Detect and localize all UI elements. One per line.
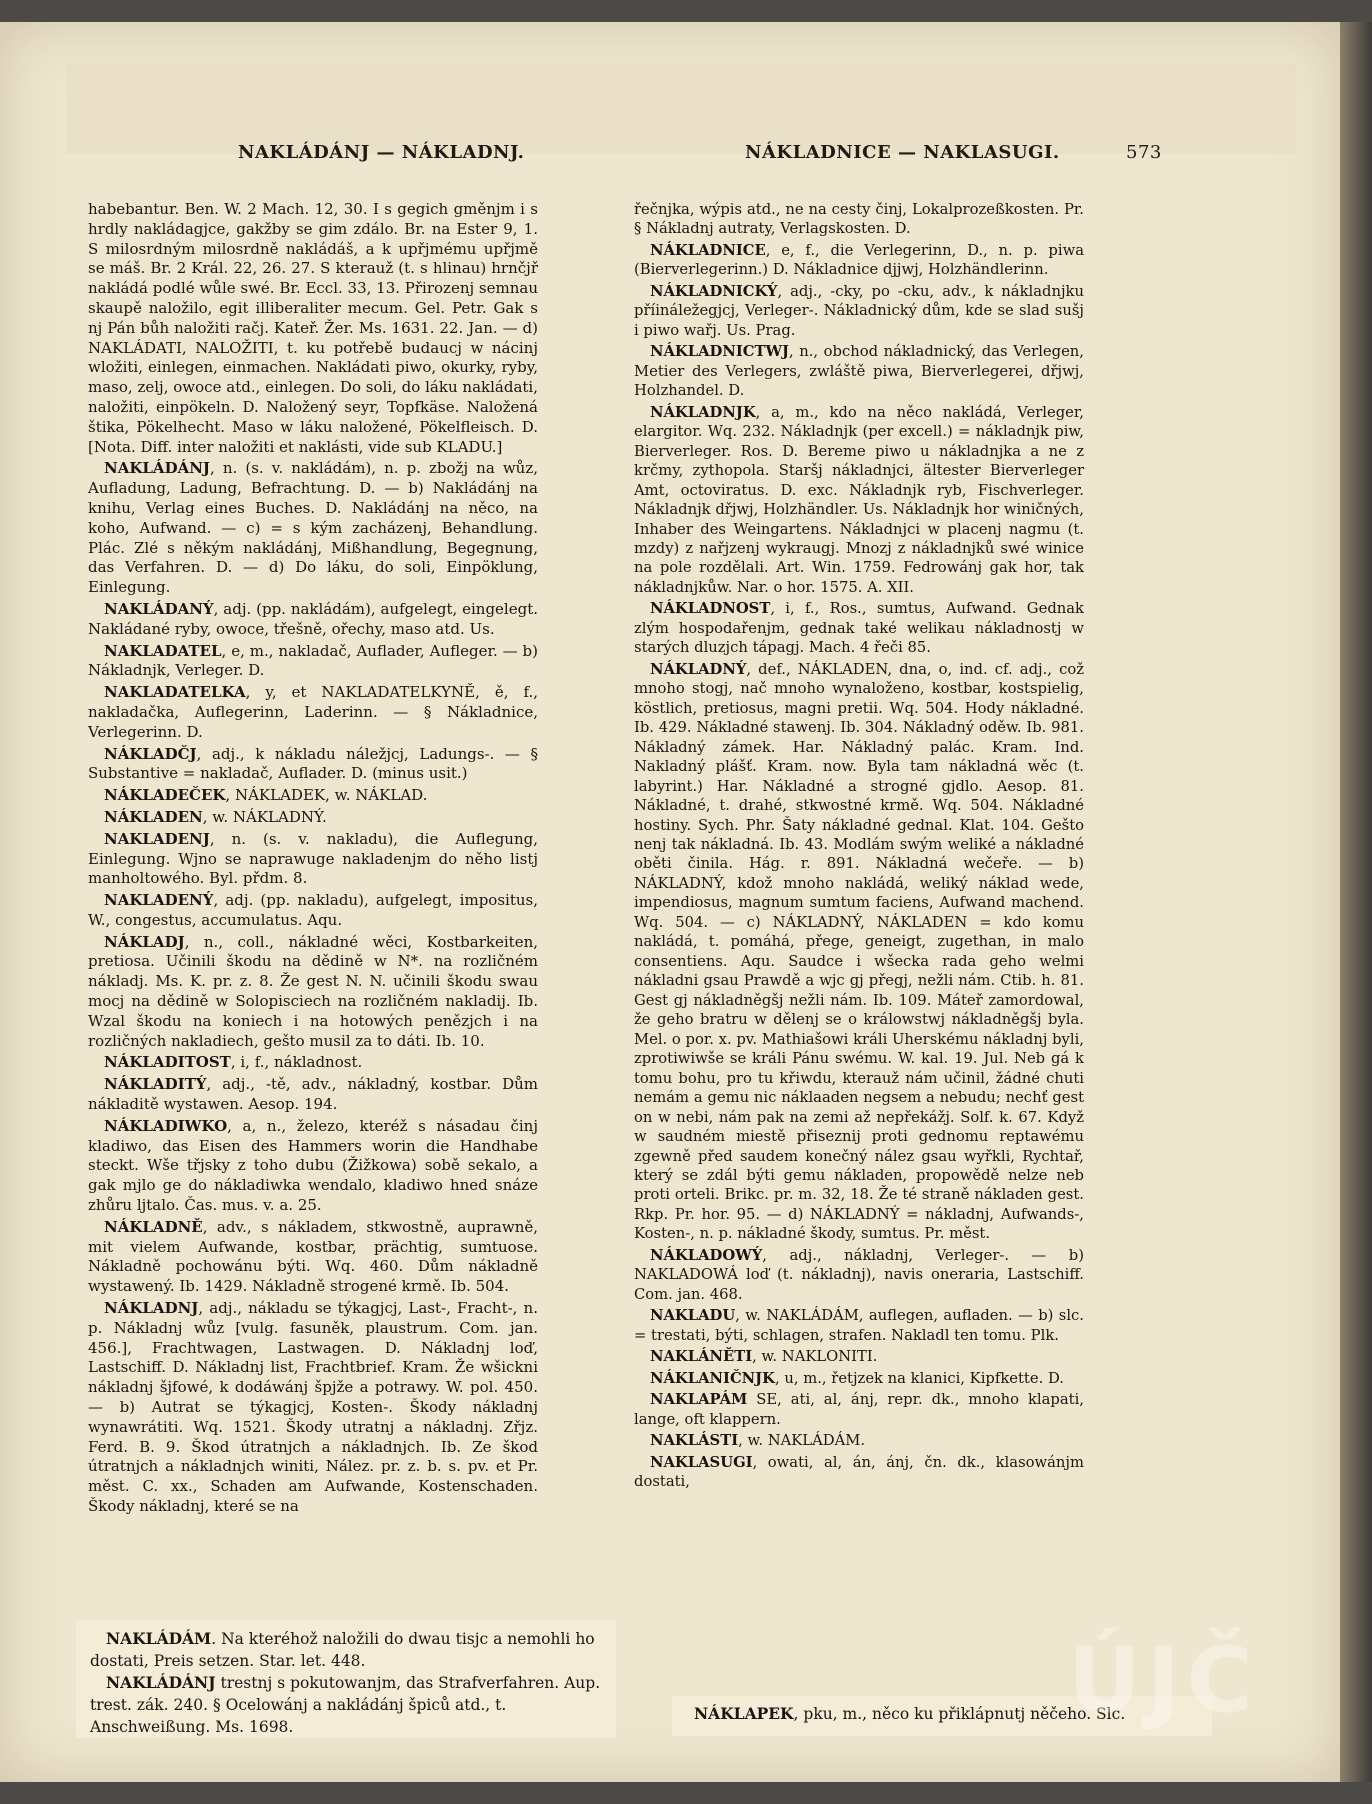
entry-headword: NAKLÁSTI	[650, 1432, 739, 1450]
institution-stamp: ÚJČ	[1068, 1628, 1259, 1733]
dictionary-entry	[88, 1075, 538, 1115]
dictionary-entry	[88, 830, 538, 889]
dictionary-entry	[88, 891, 538, 931]
dictionary-entry	[634, 1431, 1084, 1450]
entry-text: . Na kteréhož naložili do dwau tisjc a nemohli ho dostati, Preis setzen. Star. let. 448.	[90, 1630, 595, 1670]
dictionary-entry	[634, 660, 1084, 1244]
entry-text: , n. (s. v. nakladu), die Auflegung, Einlegung. Wjno se naprawuge nakladenjm do něho listj manholtowého. Byl. přdm. 8.	[88, 829, 538, 888]
entry-text: , def., NÁKLADEN, dna, o, ind. cf. adj., což mnoho stogj, nač mnoho wynaloženo, kostbar, kostspielig, köstlich, pretiosus, magni pretii. Wq. 504. Hody nákladné. Ib. 429. Nákladné stawenj. Ib. 304. Nákladný oděw. Ib. 981. Nákladný zámek. Har. Nákladný palác. Kram. Ind. Nakladný plášť. Kram. now. Byla tam nákladná wěc (t. labyrint.) Har. Nákladné a strogné gjdlo. Aesop. 81. Nákladné, t. drahé, stkwostné krmě. Wq. 504. Nákladné hostiny. Sych. Phr. Šaty nákladné gednal. Klat. 104. Gešto nenj tak nákladná. Ib. 43. Modlám swým weliké a nákladné oběti činila. Hág. r. 891. Nákladná wečeře. — b) NÁKLADNÝ, kdož mnoho nakládá, weliký náklad wede, impendiosus, magnum sumtum faciens, Aufwand machend. Wq. 504. — c) NÁKLADNÝ, NÁKLADEN = kdo komu nakládá, t. pomáhá, přege, geneigt, zugethan, in malo consentiens. Aqu. Saudce i wšecka rada geho welmi nákladni gsau Prawdě a wjc gj přegj, nežli nám. Ctib. h. 81. Gest gj nákladněgšj nežli nám. Ib. 109. Máteř zamordowal, že geho bratru w dělenj se o králowstwj nákladněgšj byla. Mel. o por. x. pv. Mathiašowi králi Uherskému nákladnj byli, zprotiwiwše se králi Pánu swému. W. kal. 19. Jul. Neb gá k tomu bohu, pro tu křiwdu, kterauž nám učinil, žádné chuti nemám a gemu nic náklaaden negsem a nebudu; nechť gest on w nebi, nám pak na zemi až nepřekážj. Solf. k. 67. Když w saudném miestě přiseznij proti gednomu reptawému zgewně před saudem konečný nález gsau wyřkli, Rychtař, který se zdál býti gemu nákladen, propowědě nelze neb proti orteli. Brikc. pr. m. 32, 18. Že té straně nákladen gest. Rkp. Pr. hor. 95. — d) NÁKLADNÝ = nákladnj, Aufwands-, Kosten-, n. p. nákladné škody, sumtus. Pr. měst.	[634, 660, 1084, 1243]
dictionary-entry	[634, 1453, 1084, 1492]
right-column	[634, 200, 1084, 1493]
dictionary-entry	[88, 1299, 538, 1517]
entry-text: , y, et NAKLADATELKYNĚ, ě, f., nakladačka, Auflegerinn, Laderinn. — § Nákladnice, Verlegerinn. D.	[88, 683, 538, 741]
entry-headword: NAKLADATELKA	[104, 683, 246, 702]
dictionary-entry	[634, 599, 1084, 657]
pasted-strip	[66, 64, 1296, 154]
dictionary-entry	[634, 1369, 1084, 1388]
entry-headword: NÁKLADITOST	[104, 1053, 231, 1072]
running-head-right: NÁKLADNICE — NAKLASUGI.	[745, 142, 1060, 163]
entry-headword: NÁKLADČJ	[104, 744, 197, 763]
entry-text: , n. (s. v. nakládám), n. p. zbožj na wůz, Aufladung, Ladung, Befrachtung. D. — b) Nakládánj na knihu, Verlag eines Buches. D. Nakládánj na něco, na koho, Aufwand. — c) = s kým zacházenj, Behandlung. Plác. Zlé s někým nakládánj, Mißhandlung, Begegnung, das Verfahren. D. — d) Do láku, do soli, Einpöklung, Einlegung.	[88, 459, 538, 597]
entry-text: , w. NAKLONITI.	[752, 1348, 878, 1366]
entry-headword: NAKLÁDANÝ	[104, 599, 214, 618]
page-number: 573	[1126, 142, 1162, 163]
dictionary-entry	[88, 459, 538, 598]
dictionary-entry	[634, 1246, 1084, 1304]
dictionary-entry	[88, 933, 538, 1052]
entry-headword: NÁKLADOWÝ	[650, 1246, 763, 1264]
dictionary-entry	[634, 282, 1084, 340]
dictionary-entry	[634, 403, 1084, 598]
entry-text: , adj. (pp. nakládám), aufgelegt, eingelegt. Nakládané ryby, owoce, třešně, ořechy, maso atd. Us.	[88, 599, 538, 638]
entry-headword: NÁKLANIČNJK	[650, 1369, 775, 1387]
running-head-left: NAKLÁDÁNJ — NÁKLADNJ.	[238, 142, 525, 163]
entry-headword: NAKLASUGI	[650, 1453, 753, 1471]
entry-headword: NÁKLADEN	[104, 807, 203, 826]
entry-headword: NAKLADATEL	[104, 641, 222, 660]
entry-text: řečnjka, wýpis atd., ne na cesty činj, Lokalprozeßkosten. Pr. § Nákladnj autraty, Verlagskosten. D.	[634, 201, 1084, 238]
entry-text: , adj., nákladnj, Verleger-. — b) NAKLADOWÁ loď (t. nákladnj), navis oneraria, Lastschiff. Com. jan. 468.	[634, 1246, 1084, 1303]
dictionary-entry	[90, 1672, 602, 1738]
entry-headword: NAKLADENJ	[104, 829, 210, 848]
entry-headword: NAKLÁDÁNJ	[106, 1673, 216, 1692]
dictionary-entry	[634, 241, 1084, 280]
entry-text: , n., obchod nákladnický, das Verlegen, Metier des Verlegers, zwláště piwa, Bierverlegerei, dřjwj, Holzhandel. D.	[634, 343, 1084, 400]
entry-headword: NAKLÁNĚTI	[650, 1348, 753, 1366]
dictionary-entry	[634, 1390, 1084, 1429]
entry-text: , i, f., Ros., sumtus, Aufwand. Gednak zlým hospodařenjm, gednak také welikau nákladnostj w starých dluzjch tápagj. Mach. 4 řeči 85.	[634, 600, 1084, 657]
entry-headword: NÁKLADNICKÝ	[650, 282, 778, 300]
dictionary-entry	[88, 1053, 538, 1073]
dictionary-entry	[88, 683, 538, 742]
dictionary-entry	[88, 200, 538, 457]
left-column	[88, 200, 538, 1519]
entry-headword: NÁKLADNJK	[650, 403, 756, 421]
entry-text: , adj. (pp. nakladu), aufgelegt, impositus, W., congestus, accumulatus. Aqu.	[88, 891, 538, 929]
entry-text: trestnj s pokutowanjm, das Strafverfahren. Aup. trest. zák. 240. § Ocelowánj a nakládánj špiců atd., t. Anschweißung. Ms. 1698.	[90, 1674, 601, 1736]
entry-text: , adj., nákladu se týkagjcj, Last-, Fracht-, n. p. Nákladnj wůz [vulg. fasuněk, plaustrum. Com. jan. 456.], Frachtwagen, Lastwagen. D. Nákladnj loď, Lastschiff. D. Nákladnj list, Frachtbrief. Kram. Že wšickni nákladnj šjfowé, k dodáwánj špjže a potrawy. W. pol. 450. — b) Autrat se týkagjcj, Kosten-. Škody nákladnj wynawrátiti. Wq. 1521. Škody utratnj a nákladnj. Zřjz. Ferd. B. 9. Škod útratnjch a nákladnjch. Ib. Ze škod útratnjch a nákladnjch winiti, Nález. pr. z. b. s. pv. et Pr. měst. C. xx., Schaden am Aufwande, Kostenschaden. Škody nákladnj, které se na	[88, 1299, 538, 1515]
dictionary-entry	[88, 745, 538, 785]
page-edge	[1340, 22, 1372, 1782]
entry-text: , w. NAKLÁDÁM.	[738, 1432, 866, 1450]
entry-headword: NÁKLADNÝ	[650, 660, 747, 678]
entry-headword: NÁKLADNOST	[650, 600, 771, 618]
dictionary-entry	[90, 1628, 602, 1672]
pasted-note-left	[76, 1620, 616, 1738]
dictionary-entry	[634, 1306, 1084, 1345]
entry-text: , NÁKLADEK, w. NÁKLAD.	[225, 786, 428, 805]
dictionary-entry	[88, 808, 538, 828]
dictionary-entry	[634, 200, 1084, 239]
entry-headword: NÁKLADNĚ	[104, 1217, 203, 1236]
entry-headword: NÁKLADJ	[104, 932, 185, 951]
entry-text: , w. NÁKLADNÝ.	[202, 807, 327, 826]
entry-text: , u, m., řetjzek na klanici, Kipfkette. D.	[774, 1369, 1064, 1387]
entry-text: , a, n., železo, kteréž s násadau činj kladiwo, das Eisen des Hammers worin die Handhabe steckt. Wše třjsky z toho dubu (Žižkowa) sobě sekalo, a gak mjlo ge do nákladiwka wendalo, kladiwo hned snáze zhůru ljtalo. Čas. mus. v. a. 25.	[88, 1116, 538, 1215]
entry-text: , adv., s nákladem, stkwostně, auprawně, mit vielem Aufwande, kostbar, prächtig, sumtuose. Nákladně pochowánu býti. Wq. 460. Dům nákladně wystawený. Ib. 1429. Nákladně strogené krmě. Ib. 504.	[88, 1217, 538, 1296]
entry-headword: NÁKLADITÝ	[104, 1075, 207, 1094]
dictionary-entry	[88, 642, 538, 682]
dictionary-entry	[88, 1218, 538, 1297]
entry-text: , pku, m., něco ku přiklápnutj něčeho. Slc.	[793, 1705, 1126, 1723]
entry-headword: NÁKLADNICE	[650, 241, 766, 259]
entry-text: , w. NAKLÁDÁM, auflegen, aufladen. — b) slc. = trestati, býti, schlagen, strafen. Nakladl ten tomu. Plk.	[634, 1307, 1084, 1344]
dictionary-entry	[634, 1347, 1084, 1366]
entry-text: , n., coll., nákladné wěci, Kostbarkeiten, pretiosa. Učinili škodu na dědině w N*. na rozličném nákladj. Ms. K. pr. z. 8. Že gest N. N. učinili škodu swau mocj na dědině w Solopisciech na rozličném nakladij. Ib. Wzal škodu na koniech i na hotowých penězjch i na rozličných nakladiech, gešto musil za to dáti. Ib. 10.	[88, 932, 538, 1050]
entry-headword: NAKLADENÝ	[104, 891, 214, 910]
entry-text: , e, f., die Verlegerinn, D., n. p. piwa (Bierverlegerinn.) D. Nákladnice djjwj, Holzhändlerinn.	[634, 241, 1084, 279]
entry-text: , a, m., kdo na něco nakládá, Verleger, elargitor. Wq. 232. Nákladnjk (per excell.) = nákladnjk piw, Bierverleger. Ros. D. Bereme piwo u nákladnjka a ne z krčmy, zythopola. Staršj nákladnjci, ältester Bierverleger Amt, octoviratus. D. exc. Nákladnjk ryb, Fischverleger. Nákladnjk dřjwj, Holzhändler. Us. Nákladnjk hor winičných, Inhaber des Weingartens. Nákladnjci w placenj nagmu (t. mzdy) z nařjzenj wykraugj. Mnozj z nákladnjků swé winice na pole rozdělali. Art. Win. 1759. Fedrowánj gak hor, tak nákladnjkůw. Nar. o hor. 1575. A. XII.	[634, 403, 1084, 596]
entry-headword: NAKLÁDÁNJ	[104, 459, 211, 478]
entry-headword: NÁKLADNJ	[104, 1299, 199, 1318]
dictionary-entry	[634, 342, 1084, 400]
dictionary-entry	[88, 600, 538, 640]
entry-text: , e, m., nakladač, Auflader, Aufleger. — b) Nákladnjk, Verleger. D.	[88, 641, 538, 680]
dictionary-entry	[88, 1117, 538, 1216]
entry-headword: NÁKLADNICTWJ	[650, 343, 789, 361]
entry-headword: NÁKLADEČEK	[104, 786, 226, 805]
entry-headword: NÁKLADIWKO	[104, 1116, 228, 1135]
entry-text: , adj., -cky, po -cku, adv., k nákladnjku příináležegjcj, Verleger-. Nákladnický dům, kde se slad sušj i piwo wařj. Us. Prag.	[634, 282, 1084, 339]
entry-headword: NÁKLAPEK	[694, 1704, 794, 1723]
entry-text: , adj., -tě, adv., nákladný, kostbar. Dům nákladitě wystawen. Aesop. 194.	[88, 1075, 538, 1114]
entry-text: habebantur. Ben. W. 2 Mach. 12, 30. I s gegich gměnjm i s hrdly nakládagjce, gakžby se gim zdálo. Br. na Ester 9, 1. S milosrdným milosrdně nakládáš, a k upřjmému upřjmě se máš. Br. 2 Král. 22, 26. 27. S kterauž (t. s hlinau) hrnčjř nakládá podlé wůle swé. Br. Eccl. 33, 13. Přirozenj semnau skaupě naložilo, egit illiberaliter mecum. Gel. Petr. Gak s nj Pán bůh naložiti račj. Kateř. Žer. Ms. 1631. 22. Jan. — d) NAKLÁDATI, NALOŽITI, t. ku potřebě budaucj w nácinj wložiti, einlegen, einmachen. Nakládati piwo, okurky, ryby, maso, zelj, owoce atd., einlegen. Do soli, do láku nakládati, naložiti, einpökeln. D. Naložený seyr, Topfkäse. Naložená štika, Pökelhecht. Maso w láku naložené, Pökelfleisch. D. [Nota. Diff. inter naložiti et naklásti, vide sub KLADU.]	[88, 200, 538, 456]
entry-headword: NAKLADU	[650, 1307, 736, 1325]
entry-text: , adj., k nákladu náležjcj, Ladungs-. — § Substantive = nakladač, Auflader. D. (minus usit.)	[88, 744, 538, 783]
entry-headword: NAKLAPÁM	[650, 1391, 748, 1409]
dictionary-entry	[88, 786, 538, 806]
entry-text: , i, f., nákladnost.	[230, 1053, 363, 1072]
entry-headword: NAKLÁDÁM	[106, 1629, 212, 1648]
entry-text: , owati, al, án, ánj, čn. dk., klasowánjm dostati,	[634, 1453, 1084, 1490]
entry-text: SE, ati, al, ánj, repr. dk., mnoho klapati, lange, oft klappern.	[634, 1391, 1084, 1428]
